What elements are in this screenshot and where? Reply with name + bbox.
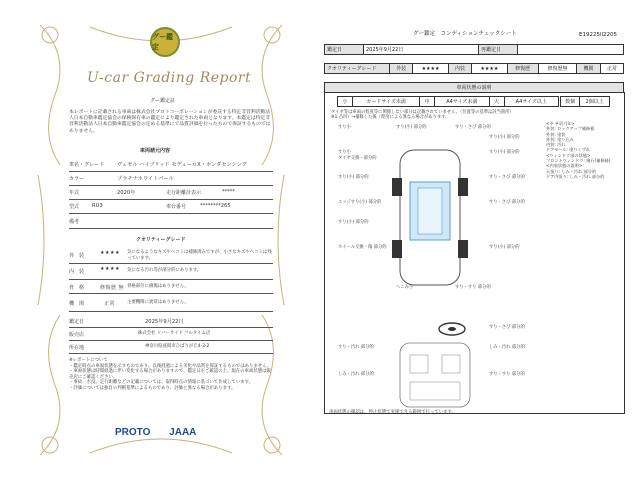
vehicle-row-value: ヴェゼル ハイブリッド モデューロX・ホンダセンシング xyxy=(117,162,247,168)
quality-stars: ★★★★ xyxy=(100,266,120,272)
report-notes xyxy=(69,358,273,392)
legend-line: <ウィンドウ部の状態> xyxy=(546,152,591,158)
remarks-label: 備考 xyxy=(69,219,80,225)
note-line: ※レポートについて xyxy=(69,358,108,363)
count-cell: 2個以上 xyxy=(580,97,610,107)
proto-logo: PROTO xyxy=(115,427,151,438)
grade-col-label: 外装 xyxy=(390,64,413,74)
damage-callout: しみ・汚れ 部分的 xyxy=(489,345,525,350)
steering-wheel-icon xyxy=(437,321,467,337)
damage-callout: すり・さび 部分的 xyxy=(489,325,525,330)
legend-line: 天張り: しみ・汚れ 部分的 xyxy=(546,168,597,174)
quality-stars: 修復歴 無 xyxy=(100,285,125,291)
logo-text: グー鑑定 xyxy=(152,33,173,51)
damage-legend xyxy=(546,121,610,179)
count-table xyxy=(560,96,610,107)
registration-label: 再鑑定日 xyxy=(479,45,518,55)
legend-line: <주 부위기호> xyxy=(546,121,575,126)
bottom-note: 車両状態の確認は、停止状態で実施できる範囲で行っています。 xyxy=(329,410,456,415)
note-line: ・事故、水没、走行距離などの記載については、取得時点の情報に基づいて作成しています。 xyxy=(69,380,253,386)
certificate-intro: 本レポートに記載される車両は株式会社プロトコーポレーションが委託する特定非営利活動法人日本自動車鑑定協会の保険保有車の鑑定により鑑定された車両となります。本鑑定は特定非営利活動法人日本自動車鑑定協会の定める基準にて品質評価を行ったもので保証するものではありません。 xyxy=(69,110,271,134)
damage-callout: すり(小) 部分的 xyxy=(396,125,427,130)
damage-callout: タイヤ交換 - 部分的 xyxy=(338,156,377,161)
grade-table xyxy=(324,63,624,74)
vehicle-row-value: 2020年 xyxy=(117,190,136,196)
damage-callout: すり小 xyxy=(338,150,351,155)
damage-callout: エッジすり(小) 部分的 xyxy=(338,200,382,205)
divider xyxy=(69,353,273,354)
damage-callout: すり(小) 部分的 xyxy=(489,135,520,140)
footer-logos xyxy=(115,427,196,438)
seller-label: 販売店 xyxy=(69,332,85,338)
size-cell: 中 xyxy=(420,97,435,107)
quality-stars: ★★★★ xyxy=(100,250,120,256)
legend-line: ドア内張り: しみ・汚れ 部分的 xyxy=(546,173,605,179)
quality-section-heading: クオリティーグレード xyxy=(136,237,186,243)
chassis-label: 車台番号 xyxy=(166,204,187,210)
quality-desc: 骨格部位に損傷はありません。 xyxy=(127,284,189,289)
vehicle-section-heading: 車両諸元内容 xyxy=(140,148,171,154)
vehicle-row-label: 年式 xyxy=(69,190,80,196)
divider xyxy=(69,199,273,200)
address-label: 所在地 xyxy=(69,345,85,351)
grade-col-label: 修復歴 xyxy=(507,64,538,74)
count-cell: 数個 xyxy=(561,97,580,107)
divider xyxy=(69,327,273,328)
divider xyxy=(69,228,273,229)
note-line: ・鑑定時点の車両状態を示すものであり、以後経過による劣化や品質を保証するものではありません。 xyxy=(69,363,272,369)
grade-col-value: ★★★★ xyxy=(472,64,508,74)
damage-callout: すり・汚れ 部分的 xyxy=(338,345,374,350)
damage-callout: すり小 xyxy=(338,125,351,130)
size-legend-table xyxy=(337,96,559,107)
grade-col-label: 機関 xyxy=(577,64,600,74)
legend-line: フロントウィンドウ: 飛石(補修跡) xyxy=(546,158,611,164)
certificate-subtitle: グー鑑定証 xyxy=(150,98,176,104)
quality-stars: 正常 xyxy=(104,301,116,307)
damage-callout: すり(小) 部分的 xyxy=(489,245,520,250)
date-label: 鑑定日 xyxy=(325,45,364,55)
vehicle-row-value: プラチナホワイトパール xyxy=(117,176,174,182)
state-title: 車両状態の説明 xyxy=(325,83,624,93)
quality-label: 外 装 xyxy=(69,253,85,259)
legend-line: 内装: 汚れ xyxy=(546,142,566,148)
grade-col-value: 修復歴無 xyxy=(538,64,577,74)
quality-label: 機 関 xyxy=(69,301,85,307)
legend-line: 外装: 塗り込み xyxy=(546,136,574,142)
quality-label: 骨 格 xyxy=(69,285,85,291)
size-cell: A4サイズ以上 xyxy=(504,97,558,107)
diagram-note: タイヤ等は車両の程度等に関係しない部分は記載されていません。（位置等の基準は該当箇所） ※1 凸凹）→補修した後（程度による異なる場合があります。 xyxy=(331,110,514,121)
damage-callout: すり・さび 部分的 xyxy=(489,175,525,180)
damage-callout: すり・すり 部分的 xyxy=(455,285,491,290)
goo-kantei-logo xyxy=(150,27,180,57)
sheet-title: グー鑑定 コンディションチェックシート xyxy=(413,31,517,37)
car-top-view xyxy=(380,140,480,295)
quality-desc: 気になる汚れ等が部分的にあります。 xyxy=(127,268,202,273)
legend-line: ドアモール: 塗りくずれ xyxy=(546,147,591,153)
date-table xyxy=(324,44,624,55)
quality-desc: 気になるようなキズやヘコミは補修済みですが、小さなキズやヘコミは残っています。 xyxy=(127,250,272,261)
jaaa-logo: JAAA xyxy=(169,427,197,438)
divider xyxy=(69,263,273,264)
chassis-value: ********265 xyxy=(200,203,231,209)
seller-name: 株式会社 リバーサイド フルタイム店 xyxy=(138,331,211,336)
damage-callout: すり・さび 部分的 xyxy=(489,200,525,205)
divider xyxy=(69,340,273,341)
vehicle-row-label: 型式 xyxy=(69,204,80,210)
address: 神奈川県座間市ひばりが丘4-3-2 xyxy=(145,344,210,349)
inspection-date: 2025年9月22日 xyxy=(145,319,184,325)
certificate-title: U-car Grading Report xyxy=(87,70,252,86)
note-line: ・評価については独自の判断基準によるものであり、評価と異なる場合があります。 xyxy=(69,385,236,391)
damage-callout: すり・さび 部分的 xyxy=(455,125,491,130)
damage-callout: すり(小) 部分的 xyxy=(489,150,520,155)
damage-callout: しみ・汚れ 部分的 xyxy=(338,372,374,377)
damage-callout: すり(小) 部分的 xyxy=(338,175,369,180)
date-value: 2025年9月22日 xyxy=(364,45,479,55)
grade-label: クオリティーグレード xyxy=(325,64,390,74)
quality-desc: 主要機関に異常はありません。 xyxy=(127,300,189,305)
interior-view xyxy=(390,340,480,410)
damage-callout: すり・すり 部分的 xyxy=(489,372,525,377)
grade-col-label: 内装 xyxy=(448,64,471,74)
vehicle-row-value: RU3 xyxy=(92,203,103,209)
size-cell: 大 xyxy=(489,97,504,107)
grade-col-value: ★★★★ xyxy=(413,64,449,74)
size-cell: カードサイズ未満 xyxy=(353,97,420,107)
legend-line: <内装状態の説明> xyxy=(546,163,583,169)
sheet-id: E19225ll2205 xyxy=(579,32,618,38)
legend-line: 外装: 塗装 xyxy=(546,131,566,137)
vehicle-row-label: 車名・グレード xyxy=(69,162,105,168)
divider xyxy=(69,213,273,214)
divider xyxy=(69,279,273,280)
divider xyxy=(69,185,273,186)
mileage-label: 走行距離計表示 xyxy=(166,190,202,196)
quality-label: 内 装 xyxy=(69,269,85,275)
damage-callout: ホイール交換・傷 部分的 xyxy=(338,245,387,250)
damage-callout: へこみ小 xyxy=(396,285,414,290)
divider xyxy=(69,293,273,294)
size-cell: 小 xyxy=(338,97,353,107)
divider xyxy=(69,171,273,172)
size-cell: A4サイズ未満 xyxy=(435,97,489,107)
grade-col-value: 正常 xyxy=(600,64,623,74)
registration-value xyxy=(518,45,624,55)
legend-line: 外装: ロックアップ補修板 xyxy=(546,126,595,132)
vehicle-row-label: カラー xyxy=(69,176,85,182)
divider xyxy=(69,311,273,312)
damage-callout: すり(小) 部分的 xyxy=(338,220,369,225)
inspection-date-label: 鑑定日 xyxy=(69,319,85,325)
mileage-value: ***** xyxy=(222,189,235,195)
note-line: ・車両状態は時間経過に伴い変化する場合がありますので、鑑定日をご確認の上、現在の車両状態は販売店にご確認ください。 xyxy=(69,369,271,380)
